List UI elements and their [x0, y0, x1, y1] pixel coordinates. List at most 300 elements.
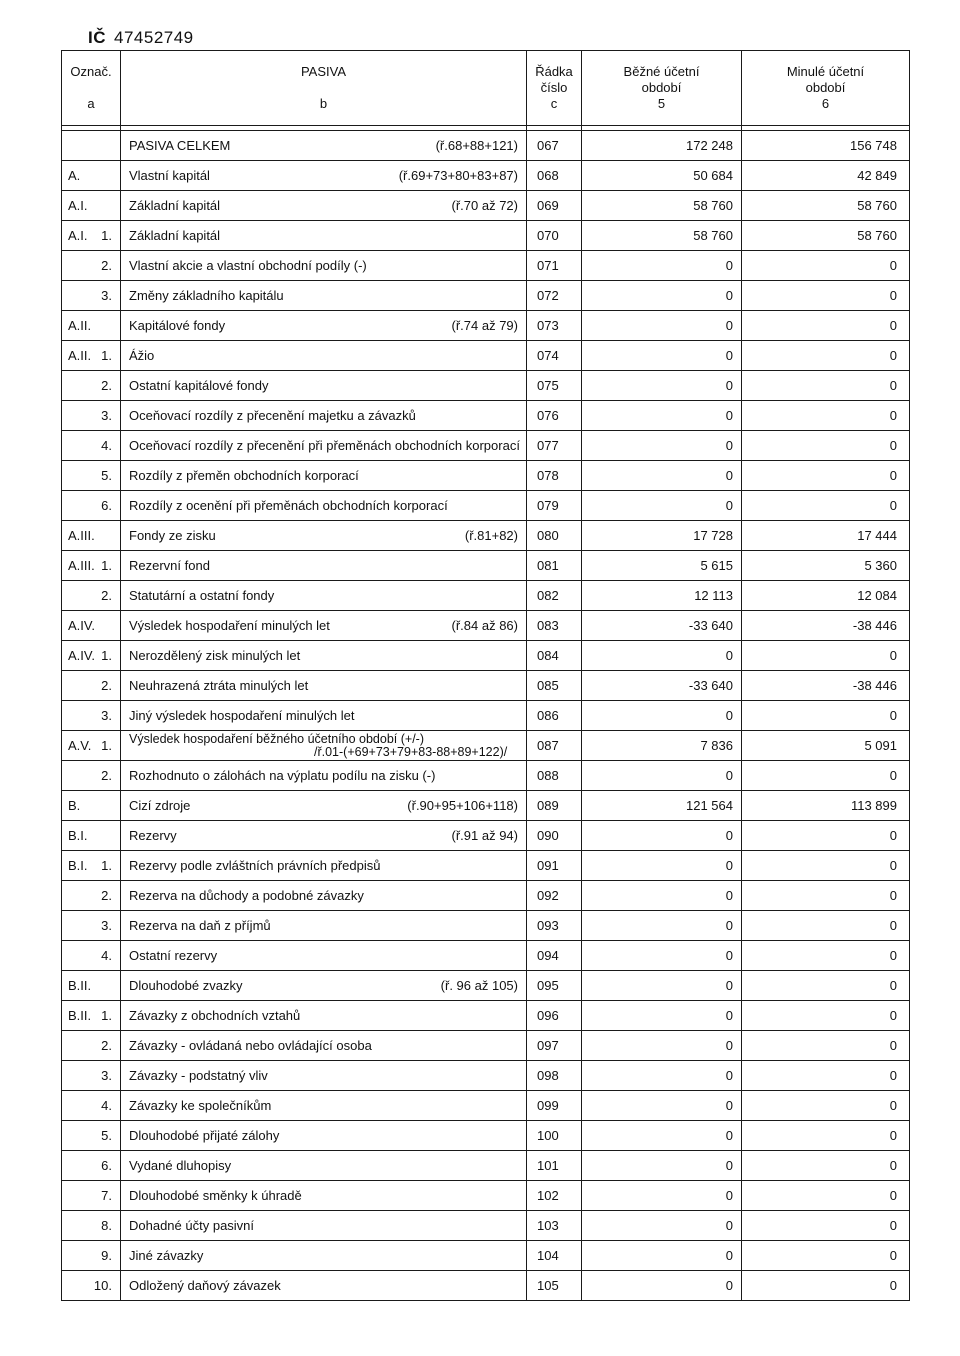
previous-period-value: 0	[742, 1271, 910, 1301]
item-code: A.V.	[68, 738, 92, 753]
previous-period-value: 0	[742, 701, 910, 731]
item-name-cell	[121, 491, 527, 521]
item-code-cell	[62, 1151, 121, 1181]
current-period-value: 0	[582, 881, 742, 911]
header-item: PASIVA b	[121, 51, 527, 126]
current-period-value: 50 684	[582, 161, 742, 191]
table-row	[62, 1211, 910, 1241]
item-code: A.III.	[68, 558, 95, 573]
row-number: 095	[527, 971, 582, 1001]
item-name-cell	[121, 431, 527, 461]
item-name-cell	[121, 1001, 527, 1031]
current-period-value: 58 760	[582, 221, 742, 251]
item-name: Rozdíly z ocenění při přeměnách obchodních korporací	[129, 498, 448, 513]
current-period-value: 0	[582, 701, 742, 731]
item-name-cell	[121, 1121, 527, 1151]
item-subcode: 2.	[101, 1038, 112, 1053]
table-row	[62, 611, 910, 641]
item-code-cell	[62, 221, 121, 251]
row-number: 079	[527, 491, 582, 521]
item-name: Fondy ze zisku	[129, 528, 216, 543]
item-name: Cizí zdroje	[129, 798, 191, 813]
row-number: 094	[527, 941, 582, 971]
header-code: Označ. a	[62, 51, 121, 126]
current-period-value: 0	[582, 491, 742, 521]
table-row	[62, 731, 910, 761]
table-row	[62, 491, 910, 521]
item-subcode: 10.	[93, 1278, 112, 1293]
ico-label: IČ	[88, 28, 106, 47]
item-name-cell	[121, 611, 527, 641]
table-row	[62, 371, 910, 401]
item-formula: (ř.84 až 86)	[451, 618, 518, 633]
table-row	[62, 461, 910, 491]
table-row	[62, 671, 910, 701]
item-name: Závazky - ovládaná nebo ovládající osoba	[129, 1038, 372, 1053]
row-number: 074	[527, 341, 582, 371]
item-subcode: 4.	[101, 1098, 112, 1113]
row-number: 083	[527, 611, 582, 641]
current-period-value: 0	[582, 821, 742, 851]
item-name: Základní kapitál	[129, 198, 221, 213]
previous-period-value: 113 899	[742, 791, 910, 821]
current-period-value: 0	[582, 1001, 742, 1031]
row-number: 089	[527, 791, 582, 821]
item-formula: (ř.81+82)	[464, 528, 518, 543]
previous-period-value: 0	[742, 491, 910, 521]
item-subcode: 5.	[101, 468, 112, 483]
current-period-value: 0	[582, 371, 742, 401]
previous-period-value: 0	[742, 821, 910, 851]
row-number: 071	[527, 251, 582, 281]
table-row	[62, 821, 910, 851]
item-code-cell	[62, 1241, 121, 1271]
header-current-period: Běžné účetní období 5	[582, 51, 742, 126]
item-code: B.II.	[68, 1008, 92, 1023]
current-period-value: 12 113	[582, 581, 742, 611]
table-body	[62, 131, 910, 1301]
item-subcode: 2.	[101, 678, 112, 693]
row-number: 070	[527, 221, 582, 251]
table-row	[62, 1031, 910, 1061]
item-subcode: 2.	[101, 258, 112, 273]
table-row	[62, 941, 910, 971]
table-row	[62, 1061, 910, 1091]
previous-period-value: 0	[742, 1181, 910, 1211]
item-subcode: 3.	[101, 918, 112, 933]
item-name-cell	[121, 1091, 527, 1121]
table-row	[62, 251, 910, 281]
item-code: A.IV.	[68, 648, 95, 663]
item-code-cell	[62, 401, 121, 431]
item-name: Rozdíly z přeměn obchodních korporací	[129, 468, 359, 483]
item-code-cell	[62, 1091, 121, 1121]
row-number: 093	[527, 911, 582, 941]
item-name: Dlouhodobé zvazky	[129, 978, 243, 993]
item-code-cell	[62, 341, 121, 371]
item-subcode: 1.	[101, 648, 112, 663]
table-row	[62, 911, 910, 941]
item-code-cell	[62, 1031, 121, 1061]
row-number: 080	[527, 521, 582, 551]
item-code-cell	[62, 131, 121, 161]
item-code-cell	[62, 611, 121, 641]
current-period-value: 0	[582, 1241, 742, 1271]
item-name: Změny základního kapitálu	[129, 288, 284, 303]
item-code-cell	[62, 851, 121, 881]
row-number: 098	[527, 1061, 582, 1091]
item-code-cell	[62, 761, 121, 791]
item-name-cell	[121, 881, 527, 911]
row-number: 077	[527, 431, 582, 461]
table-row	[62, 701, 910, 731]
row-number: 099	[527, 1091, 582, 1121]
item-name-cell	[121, 161, 527, 191]
table-row	[62, 971, 910, 1001]
current-period-value: 0	[582, 971, 742, 1001]
row-number: 092	[527, 881, 582, 911]
item-name-cell	[121, 791, 527, 821]
row-number: 103	[527, 1211, 582, 1241]
previous-period-value: 0	[742, 1241, 910, 1271]
item-subcode: 7.	[101, 1188, 112, 1203]
previous-period-value: 0	[742, 1121, 910, 1151]
current-period-value: 0	[582, 401, 742, 431]
item-code-cell	[62, 311, 121, 341]
item-name: Výsledek hospodaření běžného účetního období (+/-)	[129, 731, 424, 746]
item-code-cell	[62, 731, 121, 761]
item-subcode: 3.	[101, 708, 112, 723]
row-number: 075	[527, 371, 582, 401]
item-name-cell	[121, 851, 527, 881]
item-code-cell	[62, 431, 121, 461]
item-subcode: 2.	[101, 378, 112, 393]
row-number: 069	[527, 191, 582, 221]
current-period-value: 0	[582, 641, 742, 671]
item-formula: (ř.91 až 94)	[451, 828, 518, 843]
item-name: Statutární a ostatní fondy	[129, 588, 275, 603]
previous-period-value: 156 748	[742, 131, 910, 161]
item-name-cell	[121, 1181, 527, 1211]
item-name: Vydané dluhopisy	[129, 1158, 232, 1173]
item-subcode: 2.	[101, 588, 112, 603]
current-period-value: 121 564	[582, 791, 742, 821]
item-code-cell	[62, 701, 121, 731]
item-code: A.I.	[68, 198, 88, 213]
ico-header	[88, 28, 194, 48]
item-formula: (ř.68+88+121)	[435, 138, 518, 153]
item-name: Rezervní fond	[129, 558, 210, 573]
item-name: Odložený daňový závazek	[129, 1278, 281, 1293]
current-period-value: 0	[582, 1271, 742, 1301]
item-name-cell	[121, 131, 527, 161]
current-period-value: 0	[582, 461, 742, 491]
item-name: Jiné závazky	[129, 1248, 204, 1263]
item-formula: /ř.01-(+69+73+79+83-88+89+122)/	[314, 744, 508, 759]
row-number: 067	[527, 131, 582, 161]
item-name-cell	[121, 1061, 527, 1091]
table-row	[62, 761, 910, 791]
current-period-value: 172 248	[582, 131, 742, 161]
item-name-cell	[121, 461, 527, 491]
item-subcode: 1.	[101, 348, 112, 363]
item-name: Nerozdělený zisk minulých let	[129, 648, 301, 663]
item-code: A.	[68, 168, 81, 183]
item-subcode: 6.	[101, 1158, 112, 1173]
table-row	[62, 1271, 910, 1301]
current-period-value: 0	[582, 1061, 742, 1091]
row-number: 073	[527, 311, 582, 341]
item-code-cell	[62, 941, 121, 971]
item-name: Dlouhodobé přijaté zálohy	[129, 1128, 280, 1143]
previous-period-value: 12 084	[742, 581, 910, 611]
item-name-cell	[121, 221, 527, 251]
row-number: 097	[527, 1031, 582, 1061]
current-period-value: 0	[582, 911, 742, 941]
table-header-row	[62, 51, 910, 126]
table-row	[62, 1001, 910, 1031]
previous-period-value: 0	[742, 881, 910, 911]
row-number: 104	[527, 1241, 582, 1271]
item-subcode: 2.	[101, 768, 112, 783]
current-period-value: 0	[582, 281, 742, 311]
item-subcode: 3.	[101, 288, 112, 303]
item-code: B.I.	[68, 828, 88, 843]
item-code-cell	[62, 1121, 121, 1151]
previous-period-value: 0	[742, 281, 910, 311]
row-number: 105	[527, 1271, 582, 1301]
table-row	[62, 431, 910, 461]
item-name-cell	[121, 971, 527, 1001]
item-subcode: 4.	[101, 438, 112, 453]
item-code: B.	[68, 798, 81, 813]
table-row	[62, 221, 910, 251]
item-code-cell	[62, 191, 121, 221]
item-subcode: 8.	[101, 1218, 112, 1233]
item-name-cell	[121, 1271, 527, 1301]
row-number: 090	[527, 821, 582, 851]
item-name: Vlastní kapitál	[129, 168, 210, 183]
balance-sheet-liabilities	[61, 50, 909, 1301]
row-number: 096	[527, 1001, 582, 1031]
row-number: 076	[527, 401, 582, 431]
item-name: Jiný výsledek hospodaření minulých let	[129, 708, 355, 723]
item-name-cell	[121, 191, 527, 221]
table-row	[62, 341, 910, 371]
table-row	[62, 851, 910, 881]
item-formula: (ř.90+95+106+118)	[407, 798, 518, 813]
current-period-value: -33 640	[582, 671, 742, 701]
current-period-value: 0	[582, 251, 742, 281]
row-number: 068	[527, 161, 582, 191]
item-code-cell	[62, 821, 121, 851]
previous-period-value: 0	[742, 761, 910, 791]
item-name: Rezervy podle zvláštních právních předpisů	[129, 858, 381, 873]
item-name: Závazky - podstatný vliv	[129, 1068, 268, 1083]
current-period-value: 17 728	[582, 521, 742, 551]
row-number: 088	[527, 761, 582, 791]
item-code-cell	[62, 641, 121, 671]
current-period-value: 0	[582, 1031, 742, 1061]
previous-period-value: 0	[742, 341, 910, 371]
item-name-cell	[121, 551, 527, 581]
item-formula: (ř.74 až 79)	[451, 318, 518, 333]
table-row	[62, 551, 910, 581]
table-row	[62, 131, 910, 161]
item-subcode: 5.	[101, 1128, 112, 1143]
row-number: 091	[527, 851, 582, 881]
current-period-value: 0	[582, 431, 742, 461]
item-code-cell	[62, 581, 121, 611]
item-name: Základní kapitál	[129, 228, 221, 243]
row-number: 086	[527, 701, 582, 731]
item-name: Rezerva na důchody a podobné závazky	[129, 888, 364, 903]
table-row	[62, 401, 910, 431]
item-code: A.I.	[68, 228, 88, 243]
item-name-cell	[121, 311, 527, 341]
item-name: Dlouhodobé směnky k úhradě	[129, 1188, 302, 1203]
current-period-value: 0	[582, 761, 742, 791]
previous-period-value: 0	[742, 971, 910, 1001]
item-code: A.II.	[68, 318, 92, 333]
item-code: B.II.	[68, 978, 92, 993]
item-code-cell	[62, 1271, 121, 1301]
item-subcode: 1.	[101, 228, 112, 243]
item-name: PASIVA CELKEM	[129, 138, 231, 153]
item-name: Závazky z obchodních vztahů	[129, 1008, 301, 1023]
item-name-cell	[121, 371, 527, 401]
previous-period-value: 0	[742, 311, 910, 341]
current-period-value: 0	[582, 1151, 742, 1181]
item-name: Ostatní rezervy	[129, 948, 218, 963]
item-code-cell	[62, 971, 121, 1001]
table-row	[62, 641, 910, 671]
item-name-cell	[121, 761, 527, 791]
row-number: 081	[527, 551, 582, 581]
item-code: A.IV.	[68, 618, 95, 633]
previous-period-value: 0	[742, 1151, 910, 1181]
previous-period-value: 0	[742, 641, 910, 671]
current-period-value: 0	[582, 941, 742, 971]
item-name-cell	[121, 731, 527, 761]
item-name: Ostatní kapitálové fondy	[129, 378, 269, 393]
table-row	[62, 311, 910, 341]
table-row	[62, 1241, 910, 1271]
item-name-cell	[121, 671, 527, 701]
item-code: A.II.	[68, 348, 92, 363]
item-subcode: 2.	[101, 888, 112, 903]
table-row	[62, 161, 910, 191]
item-subcode: 1.	[101, 1008, 112, 1023]
item-name-cell	[121, 941, 527, 971]
previous-period-value: 0	[742, 371, 910, 401]
item-subcode: 1.	[101, 558, 112, 573]
current-period-value: 0	[582, 1121, 742, 1151]
previous-period-value: 58 760	[742, 191, 910, 221]
previous-period-value: -38 446	[742, 671, 910, 701]
item-name-cell	[121, 401, 527, 431]
current-period-value: 0	[582, 1181, 742, 1211]
previous-period-value: 5 360	[742, 551, 910, 581]
table-row	[62, 1121, 910, 1151]
item-name: Rozhodnuto o zálohách na výplatu podílu na zisku (-)	[129, 768, 436, 783]
item-name: Neuhrazená ztráta minulých let	[129, 678, 309, 693]
item-code-cell	[62, 1001, 121, 1031]
item-formula: (ř.70 až 72)	[451, 198, 518, 213]
item-code: B.I.	[68, 858, 88, 873]
item-formula: (ř.69+73+80+83+87)	[398, 168, 518, 183]
row-number: 087	[527, 731, 582, 761]
item-subcode: 6.	[101, 498, 112, 513]
liabilities-table	[61, 50, 910, 1301]
item-code-cell	[62, 1181, 121, 1211]
item-name: Závazky ke společníkům	[129, 1098, 272, 1113]
current-period-value: 0	[582, 311, 742, 341]
header-row-number: Řádka číslo c	[527, 51, 582, 126]
item-subcode: 1.	[101, 858, 112, 873]
current-period-value: -33 640	[582, 611, 742, 641]
previous-period-value: 0	[742, 941, 910, 971]
item-name-cell	[121, 1151, 527, 1181]
item-code-cell	[62, 161, 121, 191]
item-code-cell	[62, 911, 121, 941]
item-name: Dohadné účty pasivní	[129, 1218, 255, 1233]
table-row	[62, 521, 910, 551]
previous-period-value: 0	[742, 1031, 910, 1061]
item-name-cell	[121, 281, 527, 311]
previous-period-value: 0	[742, 1061, 910, 1091]
item-subcode: 3.	[101, 408, 112, 423]
current-period-value: 0	[582, 1211, 742, 1241]
item-name-cell	[121, 341, 527, 371]
item-name-cell	[121, 251, 527, 281]
row-number: 085	[527, 671, 582, 701]
previous-period-value: 5 091	[742, 731, 910, 761]
item-name-cell	[121, 641, 527, 671]
row-number: 072	[527, 281, 582, 311]
current-period-value: 7 836	[582, 731, 742, 761]
item-code-cell	[62, 791, 121, 821]
previous-period-value: 0	[742, 1001, 910, 1031]
item-code-cell	[62, 1211, 121, 1241]
item-code-cell	[62, 1061, 121, 1091]
item-subcode: 9.	[101, 1248, 112, 1263]
item-name: Kapitálové fondy	[129, 318, 226, 333]
item-code-cell	[62, 491, 121, 521]
previous-period-value: 42 849	[742, 161, 910, 191]
item-code: A.III.	[68, 528, 95, 543]
previous-period-value: 0	[742, 1091, 910, 1121]
item-name: Oceňovací rozdíly z přecenění majetku a závazků	[129, 408, 416, 423]
row-number: 102	[527, 1181, 582, 1211]
row-number: 084	[527, 641, 582, 671]
item-name: Rezervy	[129, 828, 177, 843]
item-name-cell	[121, 701, 527, 731]
item-code-cell	[62, 251, 121, 281]
table-row	[62, 1181, 910, 1211]
item-code-cell	[62, 371, 121, 401]
table-row	[62, 1091, 910, 1121]
item-name: Ážio	[129, 348, 155, 363]
item-code-cell	[62, 281, 121, 311]
item-code-cell	[62, 881, 121, 911]
previous-period-value: -38 446	[742, 611, 910, 641]
current-period-value: 58 760	[582, 191, 742, 221]
item-name-cell	[121, 581, 527, 611]
item-code-cell	[62, 521, 121, 551]
previous-period-value: 58 760	[742, 221, 910, 251]
table-row	[62, 881, 910, 911]
